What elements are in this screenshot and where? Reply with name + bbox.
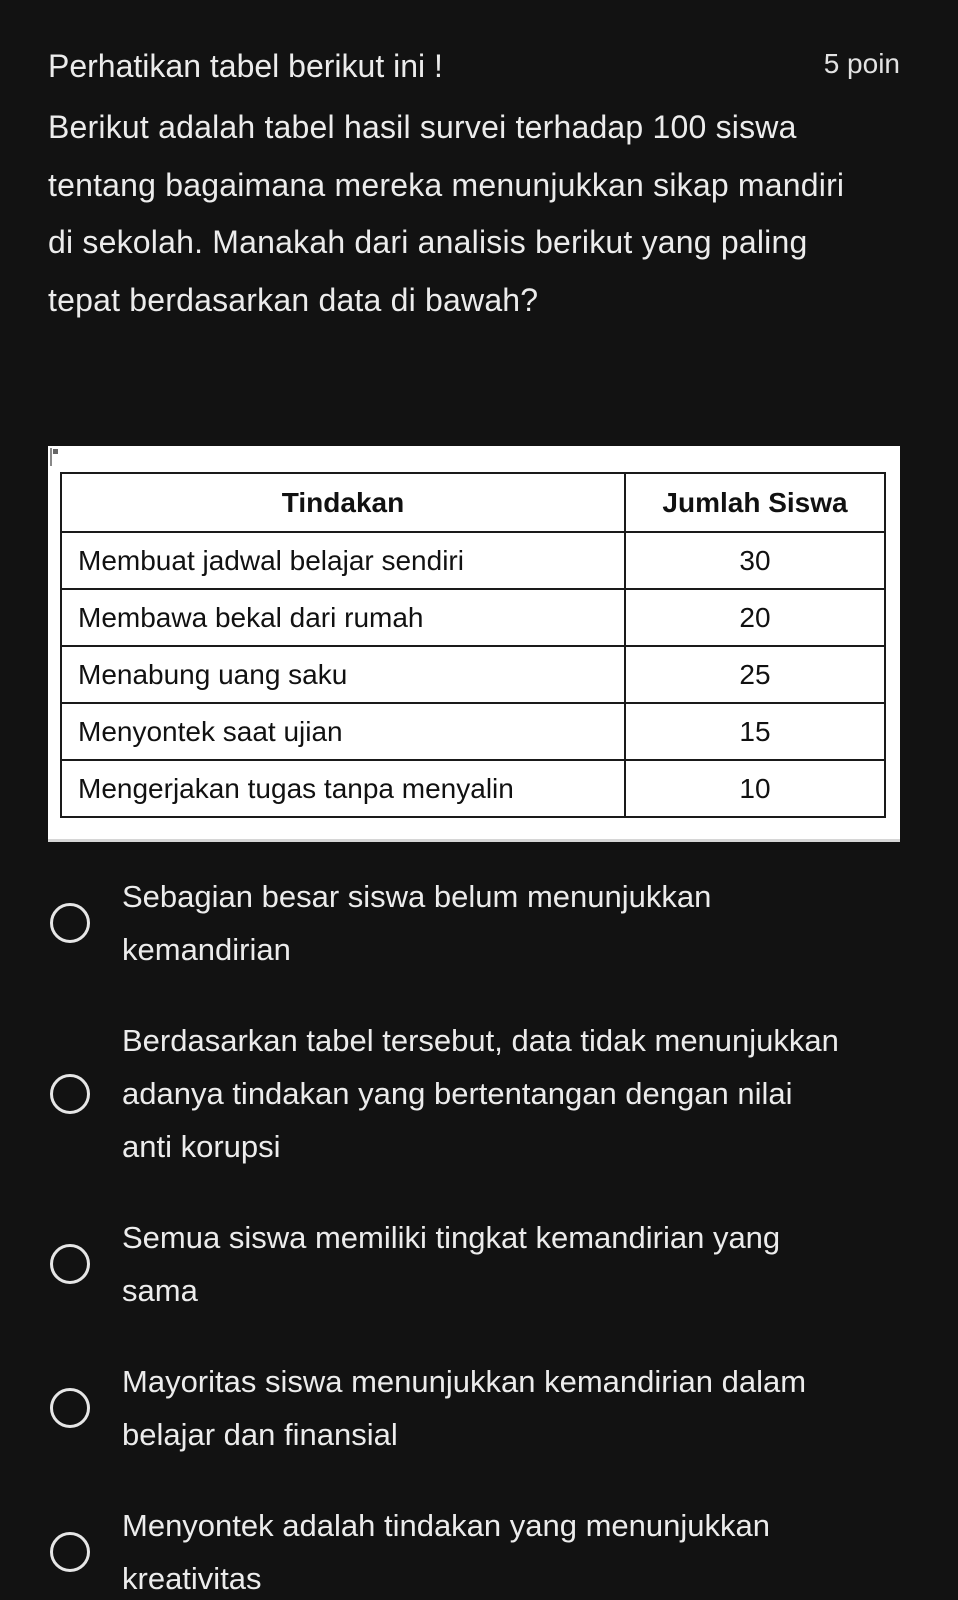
question-image bbox=[48, 446, 900, 842]
option-4[interactable] bbox=[48, 1355, 900, 1461]
option-1[interactable] bbox=[48, 870, 900, 976]
table-cell-count: 30 bbox=[625, 532, 885, 589]
option-label[interactable]: Menyontek adalah tindakan yang menunjukkan kreativitas bbox=[122, 1508, 771, 1596]
option-label[interactable]: Sebagian besar siswa belum menunjukkan kemandirian bbox=[122, 879, 712, 967]
image-bottom-border bbox=[48, 839, 900, 842]
image-corner-dot bbox=[53, 449, 58, 454]
table-cell-action: Membuat jadwal belajar sendiri bbox=[61, 532, 625, 589]
question-header bbox=[48, 44, 900, 88]
table-row bbox=[61, 589, 885, 646]
question-text: Berikut adalah tabel hasil survei terhadap 100 siswa tentang bagaimana mereka menunjukkan sikap mandiri di sekolah. Manakah dari analisis berikut yang paling tepat berdasarkan data di bawah? bbox=[48, 109, 845, 318]
table-row bbox=[61, 646, 885, 703]
points-label: 5 poin bbox=[823, 48, 900, 79]
option-2[interactable] bbox=[48, 1014, 900, 1173]
radio-button-icon[interactable] bbox=[50, 1074, 90, 1114]
table-cell-count: 25 bbox=[625, 646, 885, 703]
table-cell-count: 15 bbox=[625, 703, 885, 760]
survey-table bbox=[60, 472, 886, 818]
table-cell-action: Menyontek saat ujian bbox=[61, 703, 625, 760]
question-title: Perhatikan tabel berikut ini ! bbox=[48, 48, 443, 84]
radio-button-icon[interactable] bbox=[50, 1388, 90, 1428]
table-cell-action: Mengerjakan tugas tanpa menyalin bbox=[61, 760, 625, 817]
radio-button-icon[interactable] bbox=[50, 1244, 90, 1284]
option-3[interactable] bbox=[48, 1211, 900, 1317]
option-label[interactable]: Mayoritas siswa menunjukkan kemandirian dalam belajar dan finansial bbox=[122, 1364, 807, 1452]
radio-button-icon[interactable] bbox=[50, 1532, 90, 1572]
option-5[interactable] bbox=[48, 1499, 900, 1600]
table-cell-count: 10 bbox=[625, 760, 885, 817]
table-row bbox=[61, 760, 885, 817]
header-tindakan: Tindakan bbox=[61, 473, 625, 532]
answer-options bbox=[48, 870, 900, 1600]
option-label[interactable]: Semua siswa memiliki tingkat kemandirian yang sama bbox=[122, 1220, 781, 1308]
header-jumlah-siswa: Jumlah Siswa bbox=[625, 473, 885, 532]
table-row bbox=[61, 532, 885, 589]
option-label[interactable]: Berdasarkan tabel tersebut, data tidak menunjukkan adanya tindakan yang bertentangan dengan nilai anti korupsi bbox=[122, 1023, 839, 1164]
radio-button-icon[interactable] bbox=[50, 903, 90, 943]
table-row bbox=[61, 703, 885, 760]
table-cell-action: Membawa bekal dari rumah bbox=[61, 589, 625, 646]
table-header-row bbox=[61, 473, 885, 532]
table-cell-action: Menabung uang saku bbox=[61, 646, 625, 703]
table-cell-count: 20 bbox=[625, 589, 885, 646]
